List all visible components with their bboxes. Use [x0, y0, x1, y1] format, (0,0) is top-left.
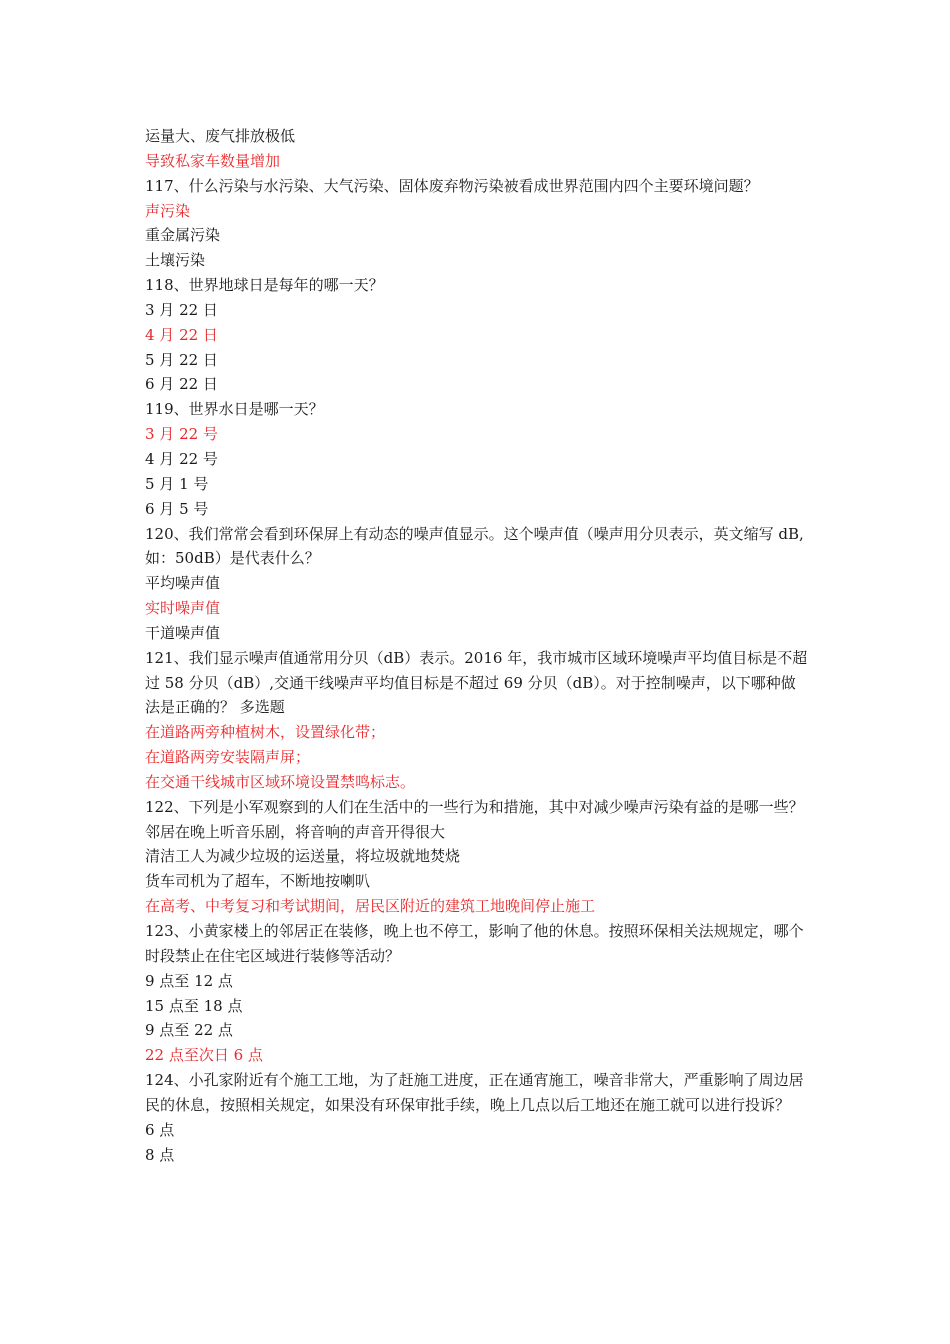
- question-text: 121、我们显示噪声值通常用分贝（dB）表示。2016 年，我市城市区域环境噪声平均值目标是不超过 58 分贝（dB）,交通干线噪声平均值目标是不超过 69 分贝（dB）。对于控制噪声，以下哪种做法是正确的？ 多选题: [145, 648, 808, 717]
- answer-option: 运量大、废气排放极低: [145, 127, 296, 145]
- answer-option: 6 点: [145, 1120, 175, 1139]
- answer-option: 6 月 5 号: [145, 499, 209, 518]
- correct-answer-option: 4 月 22 日: [145, 325, 218, 344]
- correct-answer-option: 实时噪声值: [145, 599, 221, 618]
- answer-option: 6 月 22 日: [145, 375, 218, 394]
- correct-answer-option: 3 月 22 号: [145, 425, 218, 444]
- answer-option: 邻居在晚上听音乐剧，将音响的声音开得很大: [145, 822, 446, 841]
- answer-option: 土壤污染: [145, 251, 206, 270]
- answer-option: 5 月 1 号: [145, 474, 209, 493]
- correct-answer-option: 导致私家车数量增加: [145, 151, 281, 170]
- correct-answer-option: 22 点至次日 6 点: [145, 1046, 263, 1065]
- question-text: 124、小孔家附近有个施工工地，为了赶施工进度，正在通宵施工，噪音非常大，严重影响了周边居民的休息，按照相关规定，如果没有环保审批手续，晚上几点以后工地还在施工就可以进行投诉？: [145, 1071, 804, 1114]
- answer-option: 9 点至 12 点: [145, 971, 233, 990]
- answer-option: 平均噪声值: [145, 574, 221, 593]
- answer-option: 干道噪声值: [145, 623, 221, 642]
- answer-option: 重金属污染: [145, 226, 221, 245]
- question-text: 123、小黄家楼上的邻居正在装修，晚上也不停工，影响了他的休息。按照环保相关法规规定，哪个时段禁止在住宅区域进行装修等活动？: [145, 922, 804, 965]
- answer-option: 8 点: [145, 1145, 175, 1164]
- document-body: [145, 124, 810, 1167]
- answer-option: 3 月 22 日: [145, 300, 218, 319]
- question-text: 117、什么污染与水污染、大气污染、固体废弃物污染被看成世界范围内四个主要环境问题？: [145, 176, 759, 195]
- answer-option: 4 月 22 号: [145, 449, 218, 468]
- answer-option: 15 点至 18 点: [145, 996, 243, 1015]
- answer-option: 货车司机为了超车，不断地按喇叭: [145, 872, 371, 891]
- correct-answer-option: 在交通干线城市区域环境设置禁鸣标志。: [145, 772, 416, 791]
- correct-answer-option: 在高考、中考复习和考试期间，居民区附近的建筑工地晚间停止施工: [145, 897, 596, 916]
- answer-option: 5 月 22 日: [145, 350, 218, 369]
- question-text: 118、世界地球日是每年的哪一天？: [145, 276, 384, 295]
- question-text: 119、世界水日是哪一天？: [145, 400, 324, 419]
- correct-answer-option: 声污染: [145, 201, 191, 220]
- correct-answer-option: 在道路两旁种植树木，设置绿化带；: [145, 723, 386, 742]
- answer-option: 清洁工人为减少垃圾的运送量，将垃圾就地焚烧: [145, 847, 461, 866]
- answer-option: 9 点至 22 点: [145, 1021, 233, 1040]
- correct-answer-option: 在道路两旁安装隔声屏；: [145, 748, 311, 767]
- question-text: 122、下列是小军观察到的人们在生活中的一些行为和措施，其中对减少噪声污染有益的是哪一些？: [145, 797, 804, 816]
- question-text: 120、我们常常会看到环保屏上有动态的噪声值显示。这个噪声值（噪声用分贝表示，英文缩写 dB,如：50dB）是代表什么？: [145, 524, 804, 568]
